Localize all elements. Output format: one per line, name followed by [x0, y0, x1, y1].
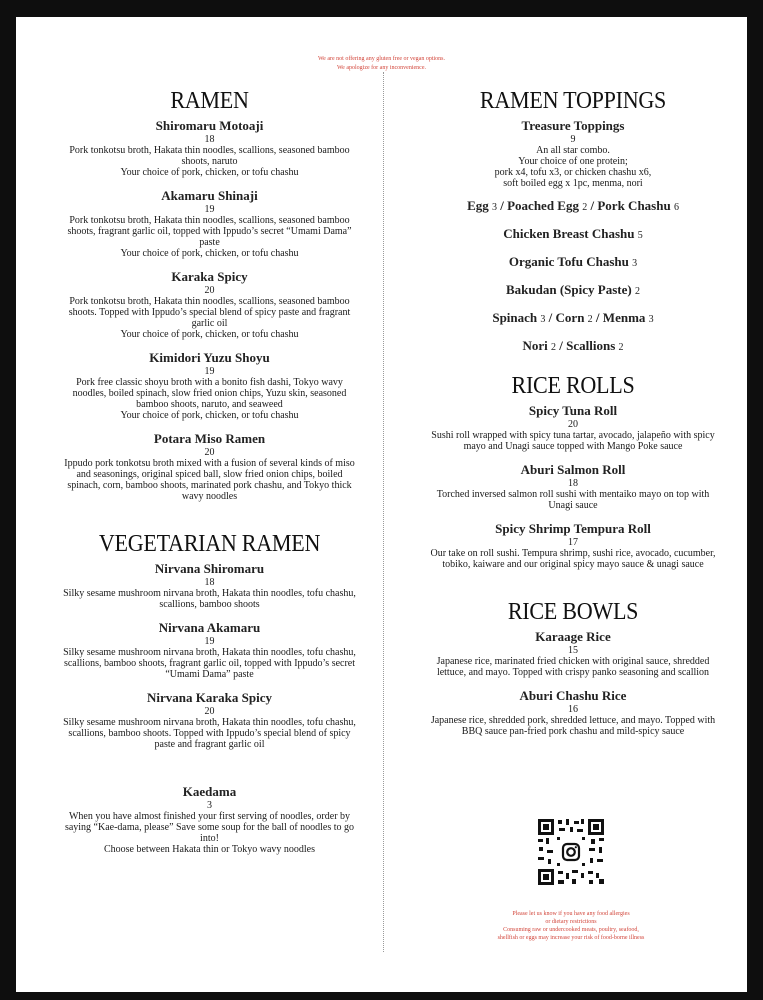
topping-line: Spinach 3 / Corn 2 / Menma 3 [492, 310, 654, 325]
topping-price: 3 [632, 258, 638, 269]
item-name: Treasure Toppings [521, 118, 625, 133]
topping-name: Nori [522, 338, 548, 353]
topping-name: Menma [602, 310, 646, 325]
item-price: 16 [568, 704, 578, 715]
item-choice: Your choice of pork, chicken, or tofu chashu [120, 410, 299, 421]
topping-price: 2 [634, 286, 640, 297]
item-description: When you have almost finished your first serving of noodles, order by saying “Kae-dama, please” Save some soup for the ball of noodles to go into! [64, 811, 355, 844]
menu-item [61, 350, 358, 421]
item-price: 20 [204, 285, 215, 296]
item-name: Shiromaru Motoaji [155, 118, 264, 133]
item-name: Karaage Rice [535, 629, 611, 644]
item-name: Nirvana Akamaru [158, 620, 261, 635]
item-description: Sushi roll wrapped with spicy tuna tartar, avocado, jalapeño with spicy mayo and Unagi sauce topped with Mango Poke sauce [431, 430, 715, 452]
menu-item [61, 269, 358, 340]
item-price: 18 [568, 478, 578, 489]
section-title-vegetarian-ramen: VEGETARIAN RAMEN [98, 531, 321, 557]
bottom-notice [456, 910, 686, 942]
left-column [61, 85, 358, 865]
bottom-notice-line: or dietary restrictions [545, 919, 597, 925]
item-description: Your choice of one protein; [518, 156, 628, 167]
item-price: 20 [204, 447, 215, 458]
item-name: Aburi Salmon Roll [520, 462, 626, 477]
item-name: Karaka Spicy [171, 269, 248, 284]
topping-name: Chicken Breast Chashu [503, 226, 635, 241]
menu-item [425, 462, 721, 511]
item-name: Aburi Chashu Rice [519, 688, 627, 703]
item-description: Silky sesame mushroom nirvana broth, Hakata thin noodles, tofu chashu, scallions, bamboo shoots. Topped with Ippudo’s special blend of spicy paste and fragrant garlic oil [63, 717, 356, 750]
menu-page [16, 17, 747, 992]
topping-price: 2 [582, 202, 588, 213]
item-name: Nirvana Karaka Spicy [147, 690, 272, 705]
qr-code-icon[interactable] [536, 817, 606, 887]
menu-item [425, 118, 721, 189]
top-notice-line: We are not offering any gluten free or vegan options. [317, 56, 446, 62]
menu-item [61, 561, 358, 610]
topping-name: Spinach [492, 310, 538, 325]
menu-item [61, 620, 358, 680]
item-name: Spicy Tuna Roll [528, 403, 618, 418]
item-price: 19 [204, 636, 215, 647]
item-price: 18 [204, 577, 215, 588]
item-name: Spicy Shrimp Tempura Roll [495, 521, 651, 536]
section-title-ramen-toppings: RAMEN TOPPINGS [479, 88, 667, 114]
item-price: 19 [204, 204, 215, 215]
instagram-icon [561, 842, 581, 862]
topping-price: 2 [587, 314, 593, 325]
item-price: 20 [204, 706, 215, 717]
item-description: Ippudo pork tonkotsu broth mixed with a fusion of several kinds of miso and seasonings, original spiced ball, slow fried onion chips, boiled spinach, corn, bamboo shoots, marinated pork chashu, and Tokyo thick wavy noodles [64, 458, 355, 502]
menu-item [61, 690, 358, 750]
item-choice: Your choice of pork, chicken, or tofu chashu [120, 248, 299, 259]
item-name: Potara Miso Ramen [153, 431, 266, 446]
menu-item [61, 118, 358, 178]
item-description: Pork tonkotsu broth, Hakata thin noodles, scallions, seasoned bamboo shoots, fragrant garlic oil, topped with Ippudo’s secret “Umami Dama” paste [67, 215, 352, 248]
topping-name: Scallions [566, 338, 616, 353]
top-notice-line: We apologize for any inconvenience. [337, 65, 426, 71]
item-name: Akamaru Shinaji [161, 188, 258, 203]
kaedama-item [61, 784, 358, 855]
topping-name: Poached Egg [507, 198, 579, 213]
topping-line: Nori 2 / Scallions 2 [522, 338, 624, 353]
item-choice: Choose between Hakata thin or Tokyo wavy noodles [103, 844, 315, 855]
column-divider [383, 72, 384, 952]
section-title-ramen: RAMEN [170, 88, 249, 114]
item-description: Silky sesame mushroom nirvana broth, Hakata thin noodles, tofu chashu, scallions, bamboo shoots [63, 588, 356, 610]
item-description: soft boiled egg x 1pc, menma, nori [503, 178, 643, 189]
item-price: 20 [568, 419, 578, 430]
topping-price: 5 [637, 230, 643, 241]
item-name: Nirvana Shiromaru [154, 561, 265, 576]
item-description: Our take on roll sushi. Tempura shrimp, sushi rice, avocado, cucumber, tobiko, kaiware and our original spicy mayo sauce & unagi sauce [430, 548, 716, 570]
right-column [425, 85, 721, 747]
topping-name: Egg [467, 198, 489, 213]
menu-item [425, 629, 721, 678]
item-price: 18 [204, 134, 215, 145]
item-price: 19 [204, 366, 215, 377]
menu-item [425, 403, 721, 452]
item-price: 3 [207, 800, 212, 811]
item-description: Pork tonkotsu broth, Hakata thin noodles, scallions, seasoned bamboo shoots. Topped with Ippudo’s special blend of spicy paste and fragrant garlic oil [68, 296, 351, 329]
item-price: 9 [570, 134, 576, 145]
topping-name: Organic Tofu Chashu [508, 254, 629, 269]
section-title-rice-rolls: RICE ROLLS [511, 373, 635, 399]
item-choice: Your choice of pork, chicken, or tofu chashu [120, 329, 299, 340]
top-notice [16, 55, 747, 73]
topping-line: Egg 3 / Poached Egg 2 / Pork Chashu 6 [467, 198, 679, 213]
menu-item [425, 521, 721, 570]
item-description: Pork free classic shoyu broth with a bonito fish dashi, Tokyo wavy noodles, boiled spinach, slow fried onion chips, Yuzu skin, seasoned bamboo shoots, naruto, and seaweed [72, 377, 347, 410]
item-description: Pork tonkotsu broth, Hakata thin noodles, scallions, seasoned bamboo shoots, naruto [69, 145, 350, 167]
menu-item [61, 431, 358, 502]
topping-price: 3 [648, 314, 654, 325]
topping-line [425, 225, 721, 244]
item-price: 17 [568, 537, 578, 548]
item-description: Torched inversed salmon roll sushi with mentaiko mayo on top with Unagi sauce [436, 489, 710, 511]
item-name: Kimidori Yuzu Shoyu [149, 350, 270, 365]
item-description: pork x4, tofu x3, or chicken chashu x6, [494, 167, 652, 178]
topping-price: 2 [551, 342, 557, 353]
topping-price: 2 [618, 342, 624, 353]
topping-price: 6 [673, 202, 679, 213]
topping-name: Bakudan (Spicy Paste) [506, 282, 632, 297]
bottom-notice-line: Consuming raw or undercooked meats, poultry, seafood, [503, 927, 639, 933]
item-description: Japanese rice, marinated fried chicken with original sauce, shredded lettuce, and mayo. Topped with crispy panko seasoning and scallion [436, 656, 710, 678]
item-description: An all star combo. [536, 145, 610, 156]
item-price: 15 [568, 645, 578, 656]
topping-line [425, 281, 721, 300]
menu-item [425, 688, 721, 737]
item-description: Japanese rice, shredded pork, shredded lettuce, and mayo. Topped with BBQ sauce pan-fried pork chashu and mild-spicy sauce [430, 715, 716, 737]
item-description: Silky sesame mushroom nirvana broth, Hakata thin noodles, tofu chashu, scallions, bamboo shoots, fragrant garlic oil, topped with Ippudo’s secret “Umami Dama” paste [63, 647, 356, 680]
topping-line [425, 253, 721, 272]
topping-price: 3 [540, 314, 546, 325]
topping-price: 3 [491, 202, 497, 213]
section-title-rice-bowls: RICE BOWLS [507, 599, 639, 625]
menu-item [61, 188, 358, 259]
topping-name: Pork Chashu [597, 198, 671, 213]
item-name: Kaedama [182, 784, 237, 799]
topping-name: Corn [555, 310, 585, 325]
bottom-notice-line: shellfish or eggs may increase your risk of food-borne illness [497, 935, 645, 941]
bottom-notice-line: Please let us know if you have any food allergies [512, 911, 630, 917]
item-choice: Your choice of pork, chicken, or tofu chashu [120, 167, 299, 178]
